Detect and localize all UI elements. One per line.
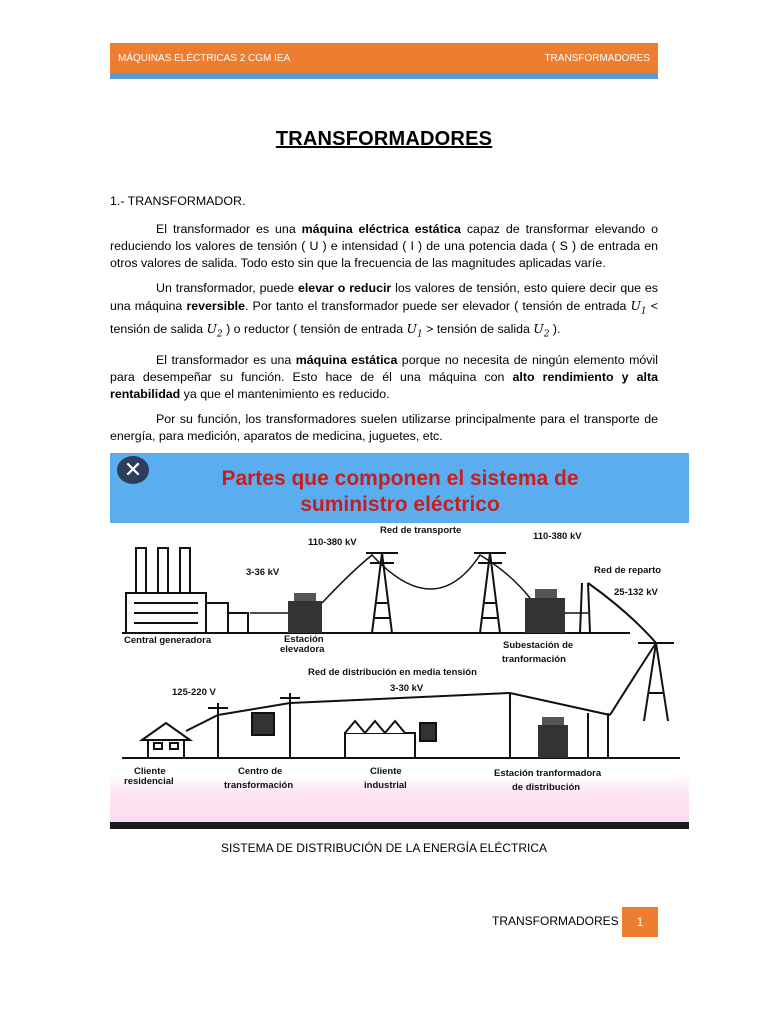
paragraph-2: Un transformador, puede elevar o reducir los valores de tensión, esto quiere decir que es una máquina reversible. Por tanto el transformador puede ser elevador ( tensión de entrada $U_1$ < tensión de salida $U_2$ ) o reductor ( tensión de entrada $U_1$ > tensión de salida $U_2$ ). — [110, 281, 659, 340]
figure-caption: SISTEMA DE DISTRIBUCIÓN DE LA ENERGÍA ELÉCTRICA — [220, 841, 548, 855]
label-voltage-3-36: 3-36 kV — [246, 567, 280, 578]
header-divider — [110, 73, 658, 79]
label-red-transporte: Red de transporte — [380, 525, 462, 536]
label-subestacion-1: Subestación de — [503, 640, 574, 651]
section-heading: 1.- TRANSFORMADOR. — [110, 194, 246, 208]
figure-bottom-bar — [110, 822, 689, 829]
body-text — [110, 193, 658, 453]
diagram-illustration — [110, 453, 689, 829]
label-voltage-110-right: 110-380 kV — [533, 531, 582, 542]
paragraph-4: Por su función, los transformadores suelen utilizarse principalmente para el transporte de energía, para medición, aparatos de medicina, juguetes, etc. — [110, 411, 658, 443]
label-red-distribucion: Red de distribución en media tensión — [308, 667, 477, 678]
footer-title: TRANSFORMADORES — [492, 914, 619, 928]
header-topic: TRANSFORMADORES — [544, 53, 650, 64]
label-voltage-125-220: 125-220 V — [172, 687, 216, 698]
label-voltage-110-left: 110-380 kV — [308, 537, 357, 548]
header-course: MÁQUINAS ELÉCTRICAS 2 CGM IEA — [118, 53, 291, 64]
paragraph-3: El transformador es una máquina estática porque no necesita de ningún elemento móvil para desempeñar su función. Esto hace de él una máquina con alto rendimiento y alta rentabilidad ya que el mantenimiento es reducido. — [110, 352, 658, 401]
label-cliente-residencial-2: residencial — [124, 776, 174, 787]
label-estacion-2: elevadora — [280, 644, 325, 655]
paragraph-1: El transformador es una máquina eléctrica estática capaz de transformar elevando o reduciendo los valores de tensión ( U ) e intensidad ( I ) de una potencia dada ( S ) de entrada en otros valores de salida. Todo esto sin que la frecuencia de las magnitudes aplicadas varíe. — [110, 222, 658, 270]
page-number: 1 — [622, 907, 658, 937]
label-centro-2: transformación — [224, 780, 294, 791]
label-cliente-industrial-1: Cliente — [370, 766, 402, 777]
label-cliente-industrial-2: industrial — [364, 780, 407, 791]
label-estacion-distribucion-2: de distribución — [512, 782, 581, 793]
label-cliente-residencial-1: Cliente — [134, 766, 166, 777]
label-red-reparto: Red de reparto — [594, 565, 662, 576]
label-subestacion-2: tranformación — [502, 654, 566, 665]
label-voltage-25-132: 25-132 kV — [614, 587, 658, 598]
label-central: Central generadora — [124, 635, 212, 646]
label-estacion-1: Estación — [284, 634, 324, 645]
label-centro-1: Centro de — [238, 766, 283, 777]
close-icon[interactable]: ✕ — [117, 456, 149, 484]
label-voltage-3-30: 3-30 kV — [390, 683, 424, 694]
page-title: TRANSFORMADORES — [275, 128, 493, 150]
label-estacion-distribucion-1: Estación tranformadora — [494, 768, 602, 779]
power-system-diagram — [110, 453, 689, 829]
page-header — [110, 43, 658, 73]
diagram-title: Partes que componen el sistema de suministro eléctrico — [221, 467, 579, 516]
